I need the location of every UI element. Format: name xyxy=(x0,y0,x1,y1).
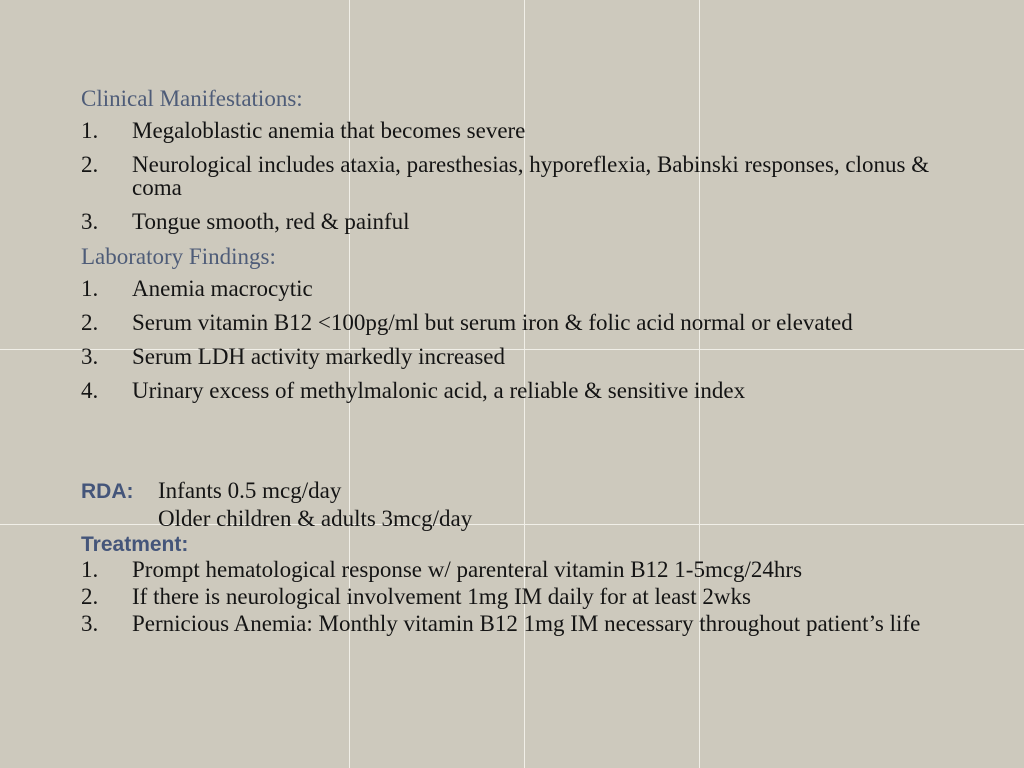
rda-older-children-adults: Older children & adults 3mcg/day xyxy=(158,506,473,531)
rda-section xyxy=(81,477,981,505)
clinical-manifestations-heading: Clinical Manifestations: xyxy=(81,86,303,111)
list-item: 3. Serum LDH activity markedly increased xyxy=(81,344,505,369)
list-item: 4. Urinary excess of methylmalonic acid, a reliable & sensitive index xyxy=(81,378,746,403)
list-item: 3. Pernicious Anemia: Monthly vitamin B12 1mg IM necessary throughout patient’s life xyxy=(81,611,921,636)
rda-label: RDA: xyxy=(81,480,134,503)
treatment-list xyxy=(81,558,981,635)
list-item: 1. Prompt hematological response w/ parenteral vitamin B12 1-5mcg/24hrs xyxy=(81,557,803,582)
list-item: 3. Tongue smooth, red & painful xyxy=(81,209,410,234)
list-item: 1. Anemia macrocytic xyxy=(81,276,313,301)
treatment-heading: Treatment: xyxy=(81,533,189,556)
spacer xyxy=(81,413,981,477)
slide-content xyxy=(81,86,981,639)
list-item: 2. Neurological includes ataxia, paresthesias, hyporeflexia, Babinski responses, clonus & coma xyxy=(81,152,930,200)
clinical-manifestations-list xyxy=(81,119,981,233)
list-item: 1. Megaloblastic anemia that becomes severe xyxy=(81,118,526,143)
list-item: 2. Serum vitamin B12 <100pg/ml but serum iron & folic acid normal or elevated xyxy=(81,310,853,335)
laboratory-findings-heading: Laboratory Findings: xyxy=(81,244,276,269)
laboratory-findings-list xyxy=(81,277,981,402)
list-item: 2. If there is neurological involvement 1mg IM daily for at least 2wks xyxy=(81,584,751,609)
rda-infants: Infants 0.5 mcg/day xyxy=(158,478,342,503)
